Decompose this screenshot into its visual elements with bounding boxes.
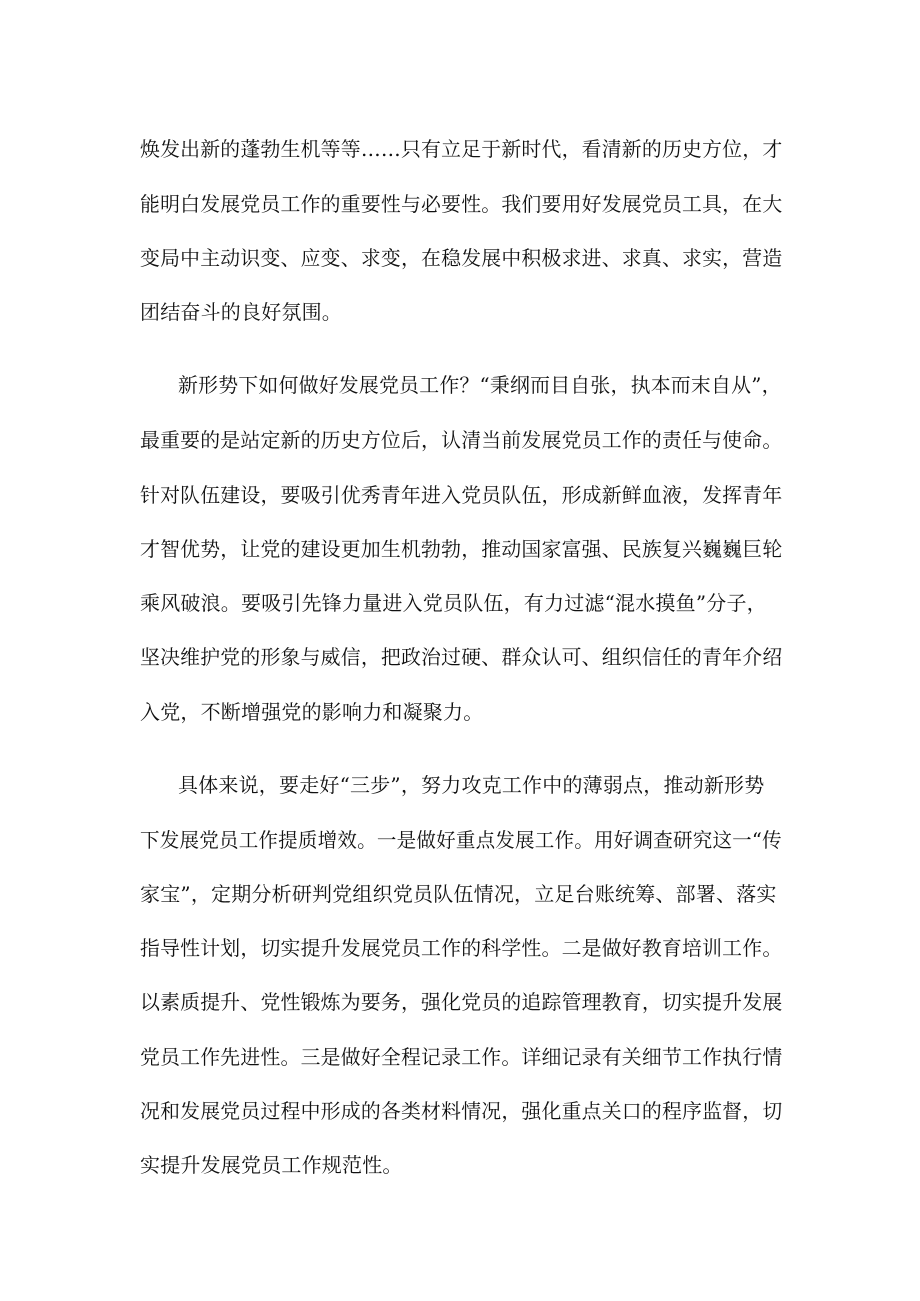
- paragraph-2-line-3: 针对队伍建设，要吸引优秀青年进入党员队伍，形成新鲜血液，发挥青年: [140, 483, 783, 507]
- paragraph-2-line-1: 新形势下如何做好发展党员工作？“秉纲而目自张，执本而末自从”，: [178, 373, 782, 397]
- paragraph-2-line-2: 最重要的是站定新的历史方位后，认清当前发展党员工作的责任与使命。: [140, 428, 783, 452]
- paragraph-2-line-4: 才智优势，让党的建设更加生机勃勃，推动国家富强、民族复兴巍巍巨轮: [140, 537, 783, 561]
- paragraph-2-line-5: 乘风破浪。要吸引先锋力量进入党员队伍，有力过滤“混水摸鱼”分子，: [140, 591, 767, 615]
- paragraph-1-line-4: 团结奋斗的良好氛围。: [140, 300, 342, 324]
- paragraph-3-line-1: 具体来说，要走好“三步”，努力攻克工作中的薄弱点，推动新形势: [178, 773, 765, 797]
- paragraph-3-line-6: 党员工作先进性。三是做好全程记录工作。详细记录有关细节工作执行情: [140, 1045, 783, 1069]
- paragraph-3-line-5: 以素质提升、党性锻炼为要务，强化党员的追踪管理教育，切实提升发展: [140, 990, 783, 1014]
- paragraph-2-line-7: 入党，不断增强党的影响力和凝聚力。: [140, 700, 484, 724]
- paragraph-1-line-2: 能明白发展党员工作的重要性与必要性。我们要用好发展党员工具，在大: [140, 192, 783, 216]
- paragraph-1-line-3: 变局中主动识变、应变、求变，在稳发展中积极求进、求真、求实，营造: [140, 246, 783, 270]
- paragraph-3-line-2: 下发展党员工作提质增效。一是做好重点发展工作。用好调查研究这一“传: [140, 828, 782, 852]
- paragraph-1-line-1: 焕发出新的蓬勃生机等等……只有立足于新时代，看清新的历史方位，才: [140, 137, 783, 161]
- paragraph-3-line-4: 指导性计划，切实提升发展党员工作的科学性。二是做好教育培训工作。: [140, 936, 783, 960]
- paragraph-3-line-8: 实提升发展党员工作规范性。: [140, 1153, 403, 1177]
- paragraph-3-line-3: 家宝”，定期分析研判党组织党员队伍情况，立足台账统筹、部署、落实: [140, 882, 777, 906]
- paragraph-2-line-6: 坚决维护党的形象与威信，把政治过硬、群众认可、组织信任的青年介绍: [140, 645, 783, 669]
- paragraph-3-line-7: 况和发展党员过程中形成的各类材料情况，强化重点关口的程序监督，切: [140, 1099, 783, 1123]
